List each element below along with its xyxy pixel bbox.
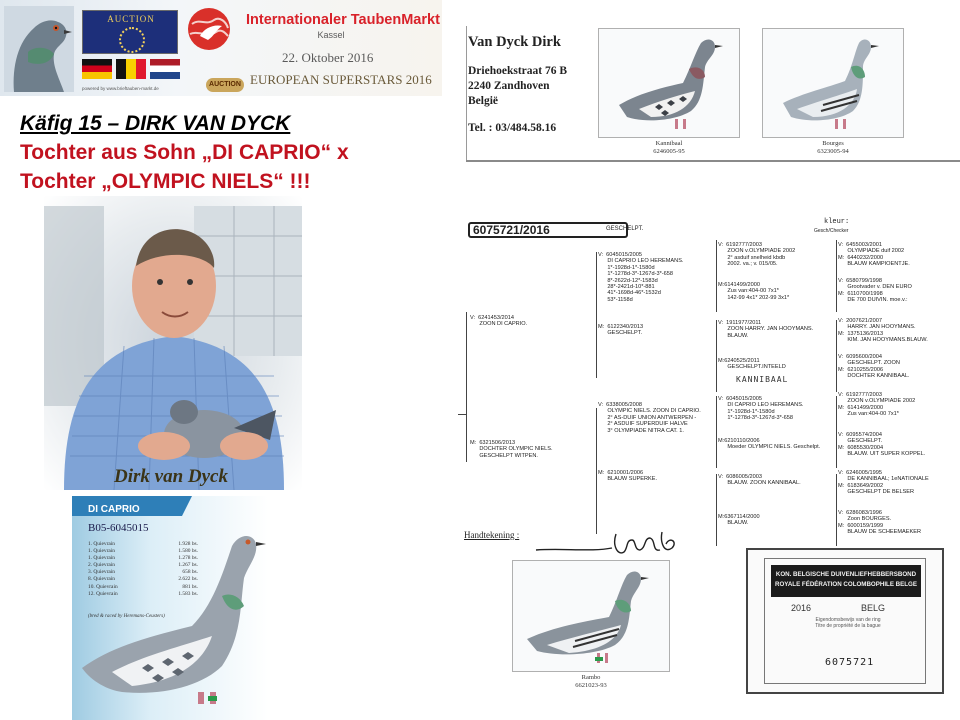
pedigree-ff-mother: M:6141499/2000 Zus van:404-00 7x1* 142-99 4x1* 202-99 3x1*	[718, 282, 790, 301]
pedigree-kleur-label: kleur:	[824, 218, 850, 226]
pedigree-gen4-3: V: 2007621/2007 HARRY. JAN HOOYMANS. M: 1375136/2013 KIM. JAN HOOYMANS.BLAUW.	[838, 318, 928, 344]
owner-photo	[44, 196, 302, 490]
rambo-caption	[512, 674, 670, 690]
owner-address-line: Driehoekstraat 76 B	[468, 65, 568, 77]
certificate-small-line: Eigendomsbewijs van de ring	[815, 617, 881, 623]
banner-event: EUROPEAN SUPERSTARS 2016	[250, 72, 432, 87]
pedigree-gen4-5: V: 6192777/2003 ZOON v.OLYMPIADE 2002 M: 6141499/2000 Zus van:404-00 7x1*	[838, 392, 916, 418]
powered-by-text: powered by www.brieftauben-markt.de	[82, 86, 159, 91]
headline-line-3: Tochter „OLYMPIC NIELS“ !!!	[20, 170, 311, 193]
headline	[20, 110, 440, 196]
certificate-small-line: Titre de propriété de la bague	[815, 623, 881, 629]
card-result-place: 1. Quievrain	[88, 555, 115, 562]
card-result-place: 8. Quievrain	[88, 576, 115, 583]
bourges-name: Bourges	[822, 140, 844, 147]
handwritten-signature	[532, 526, 682, 562]
bourges-caption	[762, 140, 904, 156]
pedigree-father-father: V: 6045015/2005 DI CAPRIO LEO HEREMANS. 1*-1928d-1*-1580d 1*-1278d-3*-1267d-3*-658 8*-2622d-12*-1583d 28*-2421d-10*-881 41*-1698d-46*-1532d 53*-1158d	[598, 252, 684, 303]
card-result-row	[88, 562, 198, 569]
certificate-header	[771, 565, 921, 597]
pedigree-father-mother: M: 6122340/2013 GESCHELPT.	[598, 324, 644, 337]
netherlands-flag-icon	[150, 59, 180, 79]
certificate-inner-frame	[764, 558, 926, 684]
pedigree-fm-mother: M:6240525/2011 GESCHELPT.INTEELD	[718, 358, 786, 371]
card-result-row	[88, 555, 198, 562]
headline-cage: Käfig 15 – DIRK VAN DYCK	[20, 112, 291, 135]
pedigree-mm-father: V: 6086005/2003 BLAUW. ZOON KANNIBAAL.	[718, 474, 801, 487]
pedigree-connector	[716, 396, 717, 468]
pedigree-mother-mother: M: 6210001/2006 BLAUW SUPERKE.	[598, 470, 658, 483]
pedigree-mother: M: 6321506/2013 DOCHTER OLYMPIC NIELS. GESCHELPT WITPEN.	[470, 440, 553, 459]
kannibaal-caption	[598, 140, 740, 156]
globe-dove-icon	[186, 6, 232, 52]
card-result-place: 1. Quievrain	[88, 541, 115, 547]
card-result-birds: 658 bs.	[182, 569, 198, 576]
bourges-pigeon-image	[763, 29, 903, 137]
pedigree-mother-father: V: 6338005/2008 OLYMPIC NIELS. ZOON DI CAPRIO. 2° AS-DUIF UNION ANTWERPEN - 2° ASDUIF SUPERDUIF HALVE 3° OLYMPIADE NITRA CAT. 1.	[598, 402, 701, 434]
owner-header-left-border	[466, 26, 467, 162]
signature-label: Handtekening :	[464, 530, 520, 540]
pedigree-connector	[836, 240, 837, 312]
pedigree-color: GESCHELPT.	[606, 226, 644, 232]
card-result-row	[88, 576, 198, 583]
pedigree-connector	[466, 312, 467, 462]
pedigree-gen4-1: V: 6455003/2001 OLYMPIADE duif 2002 M: 6440232/2000 BLAUW KAMPIOENTJE.	[838, 242, 910, 268]
owner-photo-illustration	[44, 196, 302, 490]
pedigree-mf-mother: M:6210110/2006 Moeder OLYMPIC NIELS. Geschelpt.	[718, 438, 821, 451]
card-result-birds: 2.622 bs.	[178, 576, 198, 583]
card-result-birds: 881 bs.	[182, 583, 198, 590]
rambo-photo	[512, 560, 670, 672]
ownership-certificate	[746, 548, 944, 694]
card-result-row	[88, 548, 198, 555]
photo-caption: Dirk van Dyck	[114, 466, 228, 487]
pedigree-mf-father: V: 6045015/2005 DI CAPRIO LEO HEREMANS. 1*-1928d-1*-1580d 1*-1278d-3*-1267d-3*-658	[718, 396, 804, 422]
pedigree-father: V: 6241453/2014 ZOON DI CAPRIO.	[470, 315, 528, 328]
owner-name: Van Dyck Dirk	[468, 34, 561, 50]
kannibaal-pigeon-image	[599, 29, 739, 137]
pedigree-connector	[458, 414, 467, 415]
card-result-birds: 1.580 bs.	[178, 548, 198, 555]
rambo-pigeon-image	[513, 561, 669, 671]
certificate-country: BELG	[861, 603, 886, 613]
kannibaal-photo	[598, 28, 740, 138]
pedigree-connector	[716, 474, 717, 546]
banner-title: Internationaler TaubenMarkt	[246, 12, 440, 28]
certificate-header-nl: KON. BELGISCHE DUIVENLIEFHEBBERSBOND	[775, 571, 917, 578]
owner-header-divider	[466, 160, 960, 162]
card-result-place: 1. Quievrain	[88, 548, 115, 555]
pedigree-gen4-2: V: 6580799/1998 Grootvader v. DEN EURO M: 6110700/1998 DE 700 DUIVIN. moe.v.:	[838, 278, 912, 304]
card-result-row	[88, 541, 198, 548]
pedigree-gen4-7: V: 6246005/1995 DE KANNIBAAL; 1eNATIONALE M: 6183649/2002 GESCHELPT DE BELSER	[838, 470, 929, 496]
owner-header	[466, 26, 960, 166]
card-result-place: 2. Quievrain	[88, 562, 115, 569]
card-bred-note: (bred & raced by Heremans-Ceusters)	[88, 614, 165, 619]
pedigree-gen4-8: V: 6286083/1996 Zoon BOURGES. M: 6000159/1999 BLAUW DE SCHEEMAEKER	[838, 510, 921, 536]
rambo-ring: 6621023-93	[575, 682, 607, 689]
owner-address-line: 2240 Zandhoven	[468, 80, 550, 92]
banner-city: Kassel	[317, 30, 345, 40]
auction-logo	[82, 10, 178, 54]
card-pigeon-name: DI CAPRIO	[88, 504, 140, 515]
kannibaal-name: Kannibaal	[655, 140, 683, 147]
pedigree-ring-number: 6075721/2016	[468, 222, 628, 238]
card-result-birds: 1.278 bs.	[178, 555, 198, 562]
owner-address-line: België	[468, 95, 499, 107]
auction-banner	[0, 0, 442, 96]
card-results-list	[88, 541, 198, 598]
certificate-header-fr: ROYALE FÉDÉRATION COLOMBOPHILE BELGE	[775, 581, 917, 588]
banner-date: 22. Oktober 2016	[282, 50, 374, 65]
card-result-row	[88, 569, 198, 576]
pedigree-kleur-value: Gesch/Checker	[814, 228, 849, 234]
bourges-photo	[762, 28, 904, 138]
card-result-birds: 1.583 bs.	[178, 590, 198, 597]
pedigree-chart	[458, 212, 960, 574]
di-caprio-card	[72, 496, 268, 720]
owner-address	[468, 64, 567, 109]
pedigree-connector	[596, 408, 597, 534]
pedigree-connector	[836, 474, 837, 546]
pedigree-connector	[836, 320, 837, 392]
handwritten-kannibaal: KANNIBAAL	[736, 375, 789, 384]
card-ring-number: B05-6045015	[88, 522, 149, 534]
card-result-row	[88, 591, 198, 598]
card-result-place: 12. Quievrain	[88, 590, 118, 597]
card-result-birds: 1.267 bs.	[178, 562, 198, 569]
card-result-row	[88, 584, 198, 591]
rambo-name: Rambo	[581, 674, 601, 681]
certificate-ring-number: 6075721	[825, 657, 875, 668]
headline-line-2: Tochter aus Sohn „DI CAPRIO“ x	[20, 141, 349, 164]
pedigree-connector	[716, 240, 717, 312]
kannibaal-ring: 6246005-95	[653, 148, 685, 155]
pedigree-connector	[836, 396, 837, 468]
auction-mini-logo: AUCTION	[206, 78, 244, 92]
pedigree-fm-father: V: 1911977/2011 ZOON HARRY. JAN HOOYMANS. BLAUW.	[718, 320, 814, 339]
germany-flag-icon	[82, 59, 112, 79]
belgium-flag-icon	[116, 59, 146, 79]
card-result-place: 3. Quievrain	[88, 569, 115, 576]
certificate-small-text	[783, 617, 913, 629]
certificate-year: 2016	[791, 603, 812, 613]
pedigree-gen4-4: V: 6095600/2004 GESCHELPT. ZOON M: 6210255/2006 DOCHTER KANNIBAAL.	[838, 354, 910, 380]
auction-logo-label: AUCTION	[107, 14, 155, 24]
eu-stars-icon	[119, 27, 145, 53]
owner-telephone: Tel. : 03/484.58.16	[468, 122, 557, 134]
pedigree-gen4-6: V: 6095574/2004 GESCHELPT. M: 6085530/2004 BLAUW. UIT SUPER KOPPEL.	[838, 432, 926, 458]
card-result-birds: 1.928 bs.	[178, 541, 198, 547]
pedigree-connector	[716, 320, 717, 392]
pedigree-ff-father: V: 6192777/2003 ZOON v.OLYMPIADE 2002 2° asduif snelheid kbdb 2002. va.; v. 015/05.	[718, 242, 796, 268]
pigeon-head-image	[4, 6, 74, 92]
card-result-place: 10. Quievrain	[88, 583, 118, 590]
pedigree-connector	[596, 252, 597, 378]
bourges-ring: 6323005-94	[817, 148, 849, 155]
pedigree-mm-mother: M:6367114/2000 BLAUW.	[718, 514, 760, 527]
